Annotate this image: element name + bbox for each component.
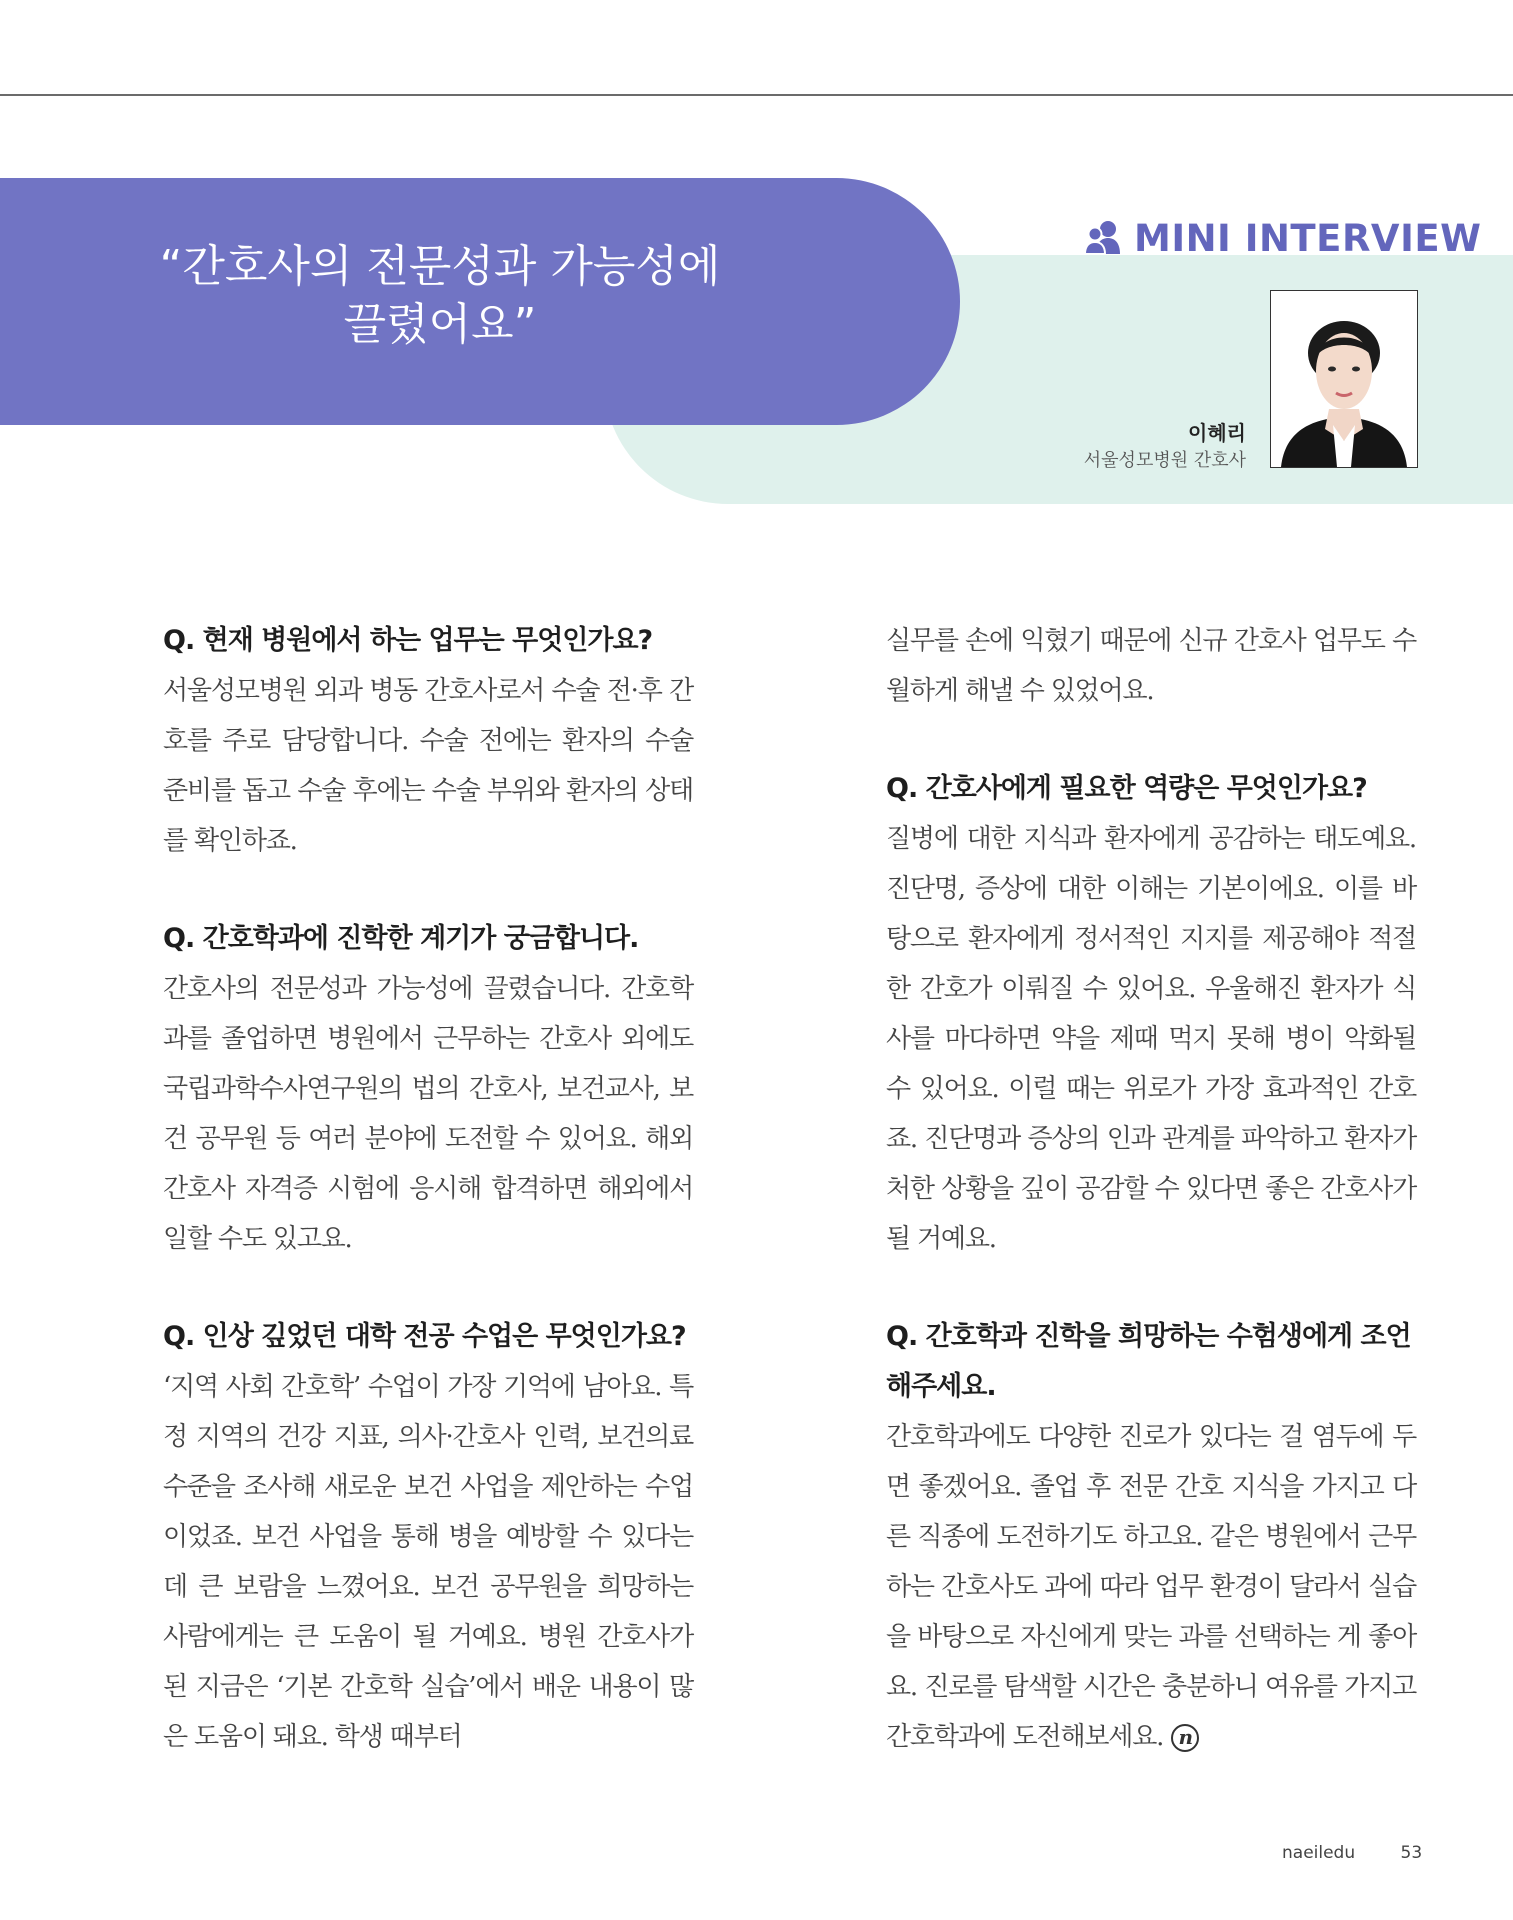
- headline-line1: “간호사의 전문성과 가능성에: [159, 241, 721, 292]
- end-mark-icon: n: [1171, 1724, 1199, 1752]
- qa-block: [886, 764, 1416, 1264]
- headline: [110, 238, 770, 354]
- top-rule: [0, 94, 1513, 96]
- qa-block: [886, 1312, 1416, 1762]
- question: Q. 간호학과에 진학한 계기가 궁금합니다.: [163, 923, 639, 954]
- answer: ‘지역 사회 간호학’ 수업이 가장 기억에 남아요. 특정 지역의 건강 지표, 의사·간호사 인력, 보건의료 수준을 조사해 새로운 보건 사업을 제안하는 수업이었죠. 보건 사업을 통해 병을 예방할 수 있다는 데 큰 보람을 느꼈어요. 보건 공무원을 희망하는 사람에게는 큰 도움이 될 거예요. 병원 간호사가 된 지금은 ‘기본 간호학 실습’에서 배운 내용이 많은 도움이 돼요. 학생 때부터: [163, 1372, 693, 1752]
- section-label: [1084, 213, 1481, 263]
- answer: [886, 1412, 1416, 1762]
- answer: 질병에 대한 지식과 환자에게 공감하는 태도예요. 진단명, 증상에 대한 이해는 기본이에요. 이를 바탕으로 환자에게 정서적인 지지를 제공해야 적절한 간호가 이뤄질 수 있어요. 우울해진 환자가 식사를 마다하면 약을 제때 먹지 못해 병이 악화될 수 있어요. 이럴 때는 위로가 가장 효과적인 간호죠. 진단명과 증상의 인과 관계를 파악하고 환자가 처한 상황을 깊이 공감할 수 있다면 좋은 간호사가 될 거예요.: [886, 824, 1416, 1254]
- qa-block: [163, 914, 693, 1264]
- right-column: [886, 616, 1416, 1810]
- question: Q. 인상 깊었던 대학 전공 수업은 무엇인가요?: [163, 1321, 686, 1352]
- page-footer: [1282, 1843, 1422, 1863]
- publication-name: naeiledu: [1282, 1843, 1356, 1863]
- answer: 간호사의 전문성과 가능성에 끌렸습니다. 간호학과를 졸업하면 병원에서 근무하는 간호사 외에도 국립과학수사연구원의 법의 간호사, 보건교사, 보건 공무원 등 여러 분야에 도전할 수 있어요. 해외 간호사 자격증 시험에 응시해 합격하면 해외에서 일할 수도 있고요.: [163, 974, 693, 1254]
- interviewee-role: 서울성모병원 간호사: [1083, 450, 1246, 471]
- question: Q. 간호사에게 필요한 역량은 무엇인가요?: [886, 773, 1367, 804]
- headline-line2: 끌렸어요”: [343, 299, 537, 350]
- answer-text: 간호학과에도 다양한 진로가 있다는 걸 염두에 두면 좋겠어요. 졸업 후 전문 간호 지식을 가지고 다른 직종에 도전하기도 하고요. 같은 병원에서 근무하는 간호사도 과에 따라 업무 환경이 달라서 실습을 바탕으로 자신에게 맞는 과를 선택하는 게 좋아요. 진로를 탐색할 시간은 충분하니 여유를 가지고 간호학과에 도전해보세요.: [886, 1422, 1416, 1752]
- left-column: [163, 616, 693, 1810]
- page-number: 53: [1400, 1843, 1423, 1863]
- qa-block: [163, 1312, 693, 1762]
- interviewee-photo: [1270, 290, 1418, 468]
- section-label-text: MINI INTERVIEW: [1134, 216, 1482, 260]
- interview-people-icon: [1084, 220, 1122, 256]
- answer-continuation: 실무를 손에 익혔기 때문에 신규 간호사 업무도 수월하게 해낼 수 있었어요.: [886, 626, 1416, 706]
- question: Q. 간호학과 진학을 희망하는 수험생에게 조언해주세요.: [886, 1321, 1411, 1402]
- interviewee-name: 이혜리: [1188, 421, 1246, 445]
- answer: 서울성모병원 외과 병동 간호사로서 수술 전·후 간호를 주로 담당합니다. 수술 전에는 환자의 수술 준비를 돕고 수술 후에는 수술 부위와 환자의 상태를 확인하죠.: [163, 676, 693, 856]
- question: Q. 현재 병원에서 하는 업무는 무엇인가요?: [163, 625, 653, 656]
- qa-block: [163, 616, 693, 866]
